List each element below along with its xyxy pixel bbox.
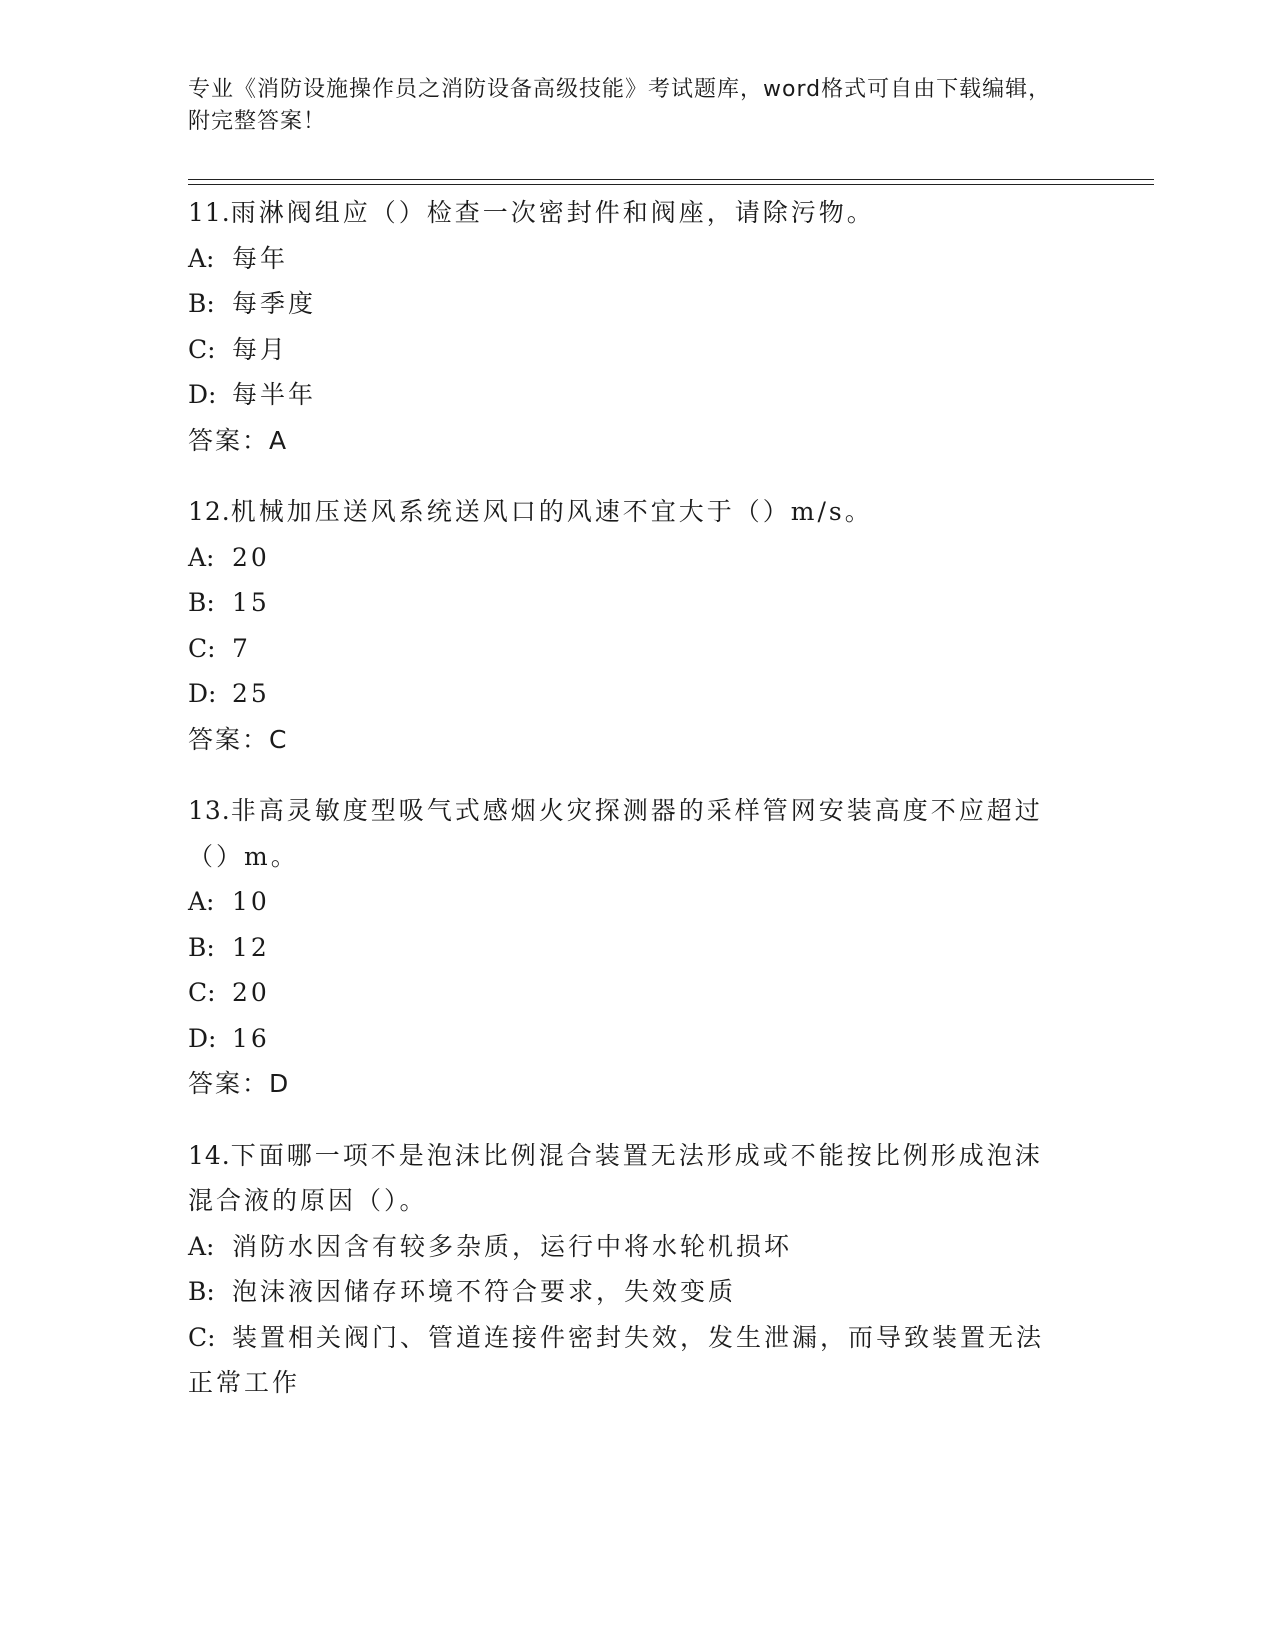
option-d: [188, 372, 1068, 418]
question-number: 13.: [188, 796, 231, 825]
question-12: [188, 489, 1068, 762]
option-key: A:: [188, 887, 215, 916]
option-text: 每年: [232, 243, 289, 273]
option-key: B:: [188, 932, 215, 962]
option-text: 20: [232, 978, 270, 1007]
question-number: 14.: [188, 1140, 231, 1170]
option-text: 7: [232, 633, 251, 663]
question-stem: [188, 190, 1068, 236]
option-c: [188, 626, 1068, 672]
option-key: D:: [188, 380, 217, 409]
option-b: [188, 580, 1068, 626]
option-key: B:: [188, 289, 215, 318]
option-key: A:: [188, 243, 215, 273]
option-text: 每季度: [232, 289, 317, 318]
option-text: 15: [232, 588, 270, 617]
answer-line: 答案：D: [188, 1069, 291, 1098]
option-c: [188, 327, 1068, 373]
question-stem: [188, 1133, 1068, 1224]
option-key: C:: [188, 334, 216, 364]
question-number: 11.: [188, 198, 231, 227]
option-key: B:: [188, 588, 215, 617]
option-text: 装置相关阀门、管道连接件密封失效，发生泄漏，而导致装置无法正常工作: [188, 1322, 1045, 1397]
option-text: 每月: [232, 334, 289, 364]
question-text: 下面哪一项不是泡沫比例混合装置无法形成或不能按比例形成泡沫混合液的原因（）。: [188, 1140, 1043, 1215]
option-b: [188, 925, 1068, 971]
option-c: [188, 970, 1068, 1016]
option-text: 消防水因含有较多杂质，运行中将水轮机损坏: [232, 1231, 793, 1261]
question-number: 12.: [188, 497, 231, 526]
question-13: [188, 788, 1068, 1107]
header-divider-bottom: [188, 184, 1154, 185]
option-key: C:: [188, 978, 216, 1007]
option-key: D:: [188, 679, 217, 708]
question-list: [188, 190, 1068, 1432]
option-b: [188, 1269, 1068, 1315]
option-text: 25: [232, 679, 270, 708]
option-d: [188, 671, 1068, 717]
option-text: 20: [232, 542, 270, 572]
option-text: 16: [232, 1023, 270, 1053]
header-divider-top: [188, 179, 1154, 180]
option-text: 每半年: [232, 380, 317, 409]
question-stem: [188, 489, 1068, 535]
document-header: 专业《消防设施操作员之消防设备高级技能》考试题库，word格式可自由下载编辑，附完整答案！: [188, 77, 1052, 134]
option-a: [188, 1224, 1068, 1270]
question-11: [188, 190, 1068, 463]
answer-line: 答案：A: [188, 425, 289, 455]
option-c: [188, 1315, 1068, 1406]
option-key: C:: [188, 633, 216, 663]
option-d: [188, 1016, 1068, 1062]
question-text: 雨淋阀组应（）检查一次密封件和阀座，请除污物。: [230, 198, 875, 227]
option-a: [188, 879, 1068, 925]
option-key: A:: [188, 542, 215, 572]
question-stem: [188, 788, 1068, 879]
option-text: 10: [232, 887, 270, 916]
option-b: [188, 281, 1068, 327]
option-text: 12: [232, 932, 270, 962]
question-14: [188, 1133, 1068, 1406]
question-text: 机械加压送风系统送风口的风速不宜大于（）m/s。: [230, 497, 873, 526]
option-key: B:: [188, 1277, 215, 1306]
option-a: [188, 535, 1068, 581]
question-text: 非高灵敏度型吸气式感烟火灾探测器的采样管网安装高度不应超过（）m。: [188, 796, 1043, 871]
option-key: A:: [188, 1231, 215, 1261]
option-text: 泡沫液因储存环境不符合要求，失效变质: [232, 1277, 737, 1306]
option-a: [188, 236, 1068, 282]
answer-line: 答案：C: [188, 724, 289, 754]
option-key: C:: [188, 1322, 216, 1352]
option-key: D:: [188, 1023, 217, 1053]
